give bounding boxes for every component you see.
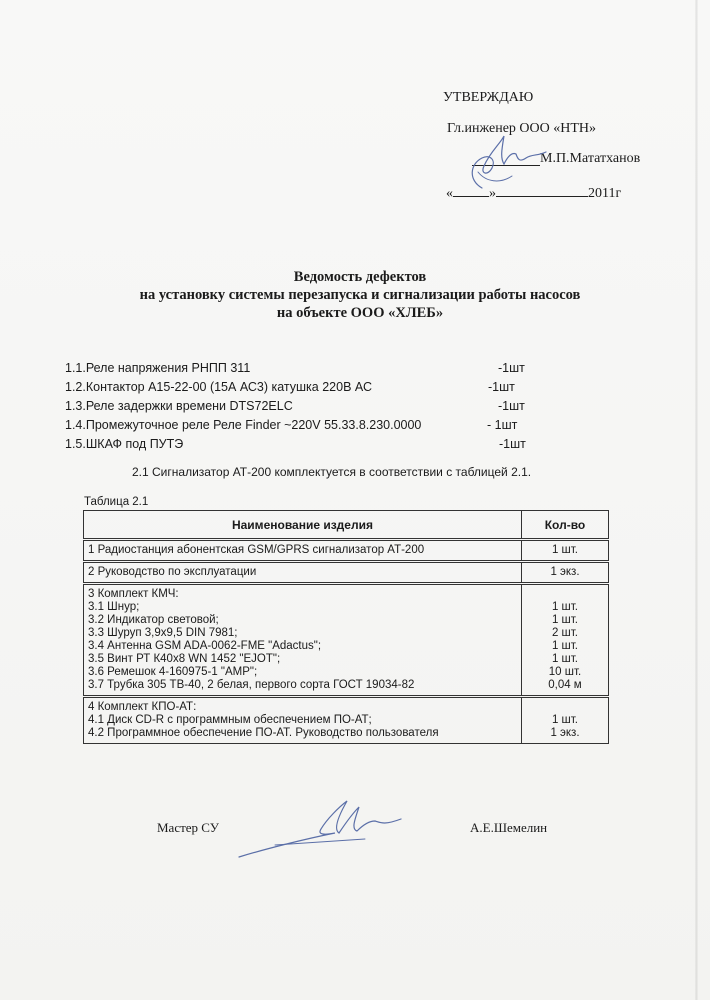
- group-line: 3.4 Антенна GSM ADA-0062-FME "Adactus";: [88, 640, 322, 652]
- master-signature: [235, 795, 405, 865]
- table-note: 2.1 Сигнализатор АТ-200 комплектуется в соответствии с таблицей 2.1.: [132, 465, 532, 479]
- date-open-quote: «: [446, 186, 453, 201]
- group-line-qty: 1 шт.: [551, 640, 578, 652]
- approval-title: УТВЕРЖДАЮ: [443, 90, 534, 105]
- row-name: 1 Радиостанция абонентская GSM/GPRS сигнализатор АТ-200: [88, 544, 425, 556]
- specification-table: [83, 510, 609, 744]
- group-line-qty: 2 шт.: [551, 627, 578, 639]
- list-item-text: 1.3.Реле задержки времени DTS72ELC: [65, 399, 293, 413]
- list-item-text: 1.4.Промежуточное реле Реле Finder ~220V 55.33.8.230.0000: [65, 418, 422, 432]
- header-name: Наименование изделия: [84, 511, 522, 540]
- approval-position: Гл.инженер ООО «НТН»: [447, 121, 597, 136]
- table-row-group: [84, 697, 609, 744]
- list-item: [65, 361, 535, 380]
- equipment-list: [65, 361, 535, 456]
- master-position: Мастер СУ: [157, 820, 220, 835]
- table-row: [84, 540, 609, 562]
- list-item-text: 1.2.Контактор А15-22-00 (15А АС3) катушка 220В АС: [65, 380, 372, 394]
- heading-line-2: на установку системы перезапуска и сигнализации работы насосов: [139, 287, 581, 303]
- list-item-text: 1.5.ШКАФ под ПУТЭ: [65, 437, 184, 451]
- list-item: [65, 380, 535, 399]
- group-line: 3.1 Шнур;: [88, 601, 140, 613]
- row-name: 2 Руководство по эксплуатации: [88, 566, 257, 578]
- date-close-quote: »: [489, 186, 496, 201]
- chief-engineer-signature: [460, 130, 550, 195]
- page-fold-shadow: [695, 0, 698, 1000]
- group-line: 3.6 Ремешок 4-160975-1 "AMP";: [88, 666, 258, 678]
- list-item: [65, 418, 535, 437]
- group-line: 3.2 Индикатор световой;: [88, 614, 219, 626]
- date-year: 2011г: [588, 186, 622, 201]
- list-item: [65, 437, 535, 456]
- row-qty: 1 экз.: [550, 566, 580, 578]
- group-line-qty: 0,04 м: [548, 679, 582, 691]
- approval-signatory: М.П.Мататханов: [540, 151, 641, 166]
- list-item-qty: -1шт: [498, 361, 525, 375]
- master-name: А.Е.Шемелин: [470, 820, 548, 835]
- group-line-qty: 1 шт.: [551, 653, 578, 665]
- document-heading: [60, 268, 660, 322]
- table-row: [84, 562, 609, 584]
- group-line: 3.3 Шуруп 3,9х9,5 DIN 7981;: [88, 627, 238, 639]
- list-item-qty: - 1шт: [487, 418, 518, 432]
- table-header-row: [84, 511, 609, 540]
- group-title: 4 Комплект КПО-АТ:: [88, 701, 197, 713]
- list-item-text: 1.1.Реле напряжения РНПП 311: [65, 361, 251, 375]
- group-line-qty: 1 шт.: [551, 601, 578, 613]
- table-caption: Таблица 2.1: [84, 496, 149, 508]
- heading-line-3: на объекте ООО «ХЛЕБ»: [276, 305, 444, 321]
- table-row-group: [84, 584, 609, 697]
- list-item: [65, 399, 535, 418]
- heading-line-1: Ведомость дефектов: [293, 269, 427, 285]
- list-item-qty: -1шт: [498, 399, 525, 413]
- row-qty: 1 шт.: [551, 544, 578, 556]
- group-line: 3.5 Винт РТ К40х8 WN 1452 "EJOT";: [88, 653, 281, 665]
- list-item-qty: -1шт: [499, 437, 526, 451]
- group-line: 4.2 Программное обеспечение ПО-АТ. Руководство пользователя: [88, 727, 439, 739]
- group-title: 3 Комплект КМЧ:: [88, 588, 179, 600]
- group-line-qty: 1 экз.: [550, 727, 580, 739]
- group-line: 3.7 Трубка 305 ТВ-40, 2 белая, первого сорта ГОСТ 19034-82: [88, 679, 415, 691]
- list-item-qty: -1шт: [488, 380, 515, 394]
- group-line-qty: 10 шт.: [548, 666, 582, 678]
- group-line-qty: 1 шт.: [551, 714, 578, 726]
- group-line-qty: 1 шт.: [551, 614, 578, 626]
- group-line: 4.1 Диск CD-R с программным обеспечением ПО-АТ;: [88, 714, 372, 726]
- header-qty: Кол-во: [521, 511, 608, 540]
